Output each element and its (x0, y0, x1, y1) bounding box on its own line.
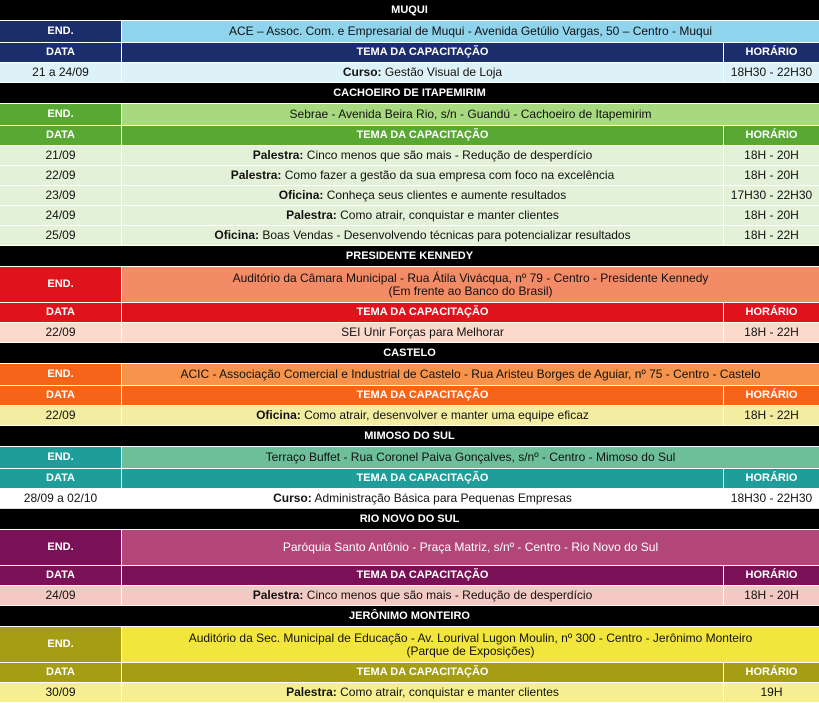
horario-header: HORÁRIO (724, 663, 819, 682)
date-cell: 22/09 (0, 406, 122, 425)
tema-header: TEMA DA CAPACITAÇÃO (122, 43, 724, 62)
activity-type: Palestra: (230, 168, 282, 182)
data-header: DATA (0, 469, 122, 488)
activity-type: Palestra: (252, 588, 304, 602)
end-label: END. (0, 364, 122, 385)
activity-type: Palestra: (286, 685, 337, 699)
activity-topic: Conheça seus clientes e aumente resultados (323, 188, 567, 202)
end-label: END. (0, 447, 122, 468)
topic-cell (122, 166, 724, 185)
time-cell: 18H - 20H (744, 168, 799, 182)
topic-cell (122, 323, 724, 342)
address-cell (122, 447, 819, 468)
activity-topic: Como atrair, conquistar e manter clientes (336, 685, 559, 699)
time-cell: 18H30 - 22H30 (730, 491, 813, 505)
time-cell: 18H - 22H (744, 408, 799, 422)
activity-topic: Como atrair, desenvolver e manter uma equipe eficaz (300, 408, 589, 422)
address-text: Terraço Buffet - Rua Coronel Paiva Gonçalves, s/nº - Centro - Mimoso do Sul (265, 450, 676, 464)
date-cell: 23/09 (0, 186, 122, 205)
date-cell: 21 a 24/09 (0, 63, 122, 82)
activity-topic: SEI Unir Forças para Melhorar (341, 325, 504, 339)
address-note: (Parque de Exposições) (406, 643, 535, 658)
time-cell: 19H (760, 685, 783, 699)
data-header: DATA (0, 303, 122, 322)
activity-type: Oficina: (278, 188, 324, 202)
schedule-row (0, 406, 819, 426)
activity-topic: Como atrair, conquistar e manter clientes (336, 208, 559, 222)
address-cell (122, 104, 819, 125)
data-header: DATA (0, 663, 122, 682)
date-cell: 22/09 (0, 323, 122, 342)
tema-header: TEMA DA CAPACITAÇÃO (122, 469, 724, 488)
topic-cell (122, 586, 724, 605)
address-note: (Em frente ao Banco do Brasil) (388, 283, 553, 298)
address-cell (122, 530, 819, 565)
topic-cell (122, 146, 724, 165)
topic-cell (122, 683, 724, 702)
topic-cell (122, 63, 724, 82)
time-cell: 18H - 20H (744, 588, 799, 602)
tema-header: TEMA DA CAPACITAÇÃO (122, 126, 724, 145)
section-title: CASTELO (0, 343, 819, 363)
horario-header: HORÁRIO (724, 469, 819, 488)
topic-cell (122, 206, 724, 225)
section-title: PRESIDENTE KENNEDY (0, 246, 819, 266)
address-text: Paróquia Santo Antônio - Praça Matriz, s/nº - Centro - Rio Novo do Sul (282, 540, 659, 554)
activity-topic: Gestão Visual de Loja (381, 65, 503, 79)
tema-header: TEMA DA CAPACITAÇÃO (122, 386, 724, 405)
section-title: CACHOEIRO DE ITAPEMIRIM (0, 83, 819, 103)
activity-type: Palestra: (252, 148, 304, 162)
date-cell: 24/09 (0, 586, 122, 605)
date-cell: 28/09 a 02/10 (0, 489, 122, 508)
section-title: JERÔNIMO MONTEIRO (0, 606, 819, 626)
schedule-row (0, 206, 819, 226)
schedule-row (0, 226, 819, 246)
section-title: MIMOSO DO SUL (0, 426, 819, 446)
end-label: END. (0, 530, 122, 565)
address-text: ACIC - Associação Comercial e Industrial de Castelo - Rua Aristeu Borges de Aguiar, nº 75 - Centro - Castelo (180, 367, 761, 381)
data-header: DATA (0, 126, 122, 145)
time-cell: 17H30 - 22H30 (730, 188, 813, 202)
horario-header: HORÁRIO (724, 126, 819, 145)
schedule-row (0, 323, 819, 343)
schedule-row (0, 146, 819, 166)
address-cell (122, 627, 819, 662)
topic-cell (122, 489, 724, 508)
date-cell: 24/09 (0, 206, 122, 225)
data-header: DATA (0, 386, 122, 405)
horario-header: HORÁRIO (724, 303, 819, 322)
time-cell: 18H30 - 22H30 (730, 65, 813, 79)
activity-topic: Administração Básica para Pequenas Empresas (311, 491, 572, 505)
tema-header: TEMA DA CAPACITAÇÃO (122, 566, 724, 585)
date-cell: 25/09 (0, 226, 122, 245)
date-cell: 21/09 (0, 146, 122, 165)
activity-topic: Como fazer a gestão da sua empresa com foco na excelência (281, 168, 615, 182)
address-cell (122, 21, 819, 42)
topic-cell (122, 186, 724, 205)
date-cell: 30/09 (0, 683, 122, 702)
date-cell: 22/09 (0, 166, 122, 185)
topic-cell (122, 226, 724, 245)
end-label: END. (0, 104, 122, 125)
address-text: Auditório da Sec. Municipal de Educação - Av. Lourival Lugon Moulin, nº 300 - Centro - Jerônimo Monteiro (188, 630, 753, 645)
activity-topic: Boas Vendas - Desenvolvendo técnicas para potencializar resultados (259, 228, 631, 242)
section-title: MUQUI (0, 0, 819, 20)
schedule-row (0, 586, 819, 606)
time-cell: 18H - 20H (744, 148, 799, 162)
schedule-row (0, 683, 819, 703)
activity-type: Oficina: (214, 228, 260, 242)
horario-header: HORÁRIO (724, 386, 819, 405)
time-cell: 18H - 22H (744, 325, 799, 339)
activity-topic: Cinco menos que são mais - Redução de desperdício (303, 588, 593, 602)
schedule-row (0, 489, 819, 509)
schedule-row (0, 166, 819, 186)
address-text: Sebrae - Avenida Beira Rio, s/n - Guandú - Cachoeiro de Itapemirim (289, 107, 652, 121)
data-header: DATA (0, 566, 122, 585)
horario-header: HORÁRIO (724, 566, 819, 585)
time-cell: 18H - 22H (744, 228, 799, 242)
data-header: DATA (0, 43, 122, 62)
schedule-row (0, 186, 819, 206)
end-label: END. (0, 627, 122, 662)
address-cell (122, 364, 819, 385)
time-cell: 18H - 20H (744, 208, 799, 222)
topic-cell (122, 406, 724, 425)
address-cell (122, 267, 819, 302)
activity-topic: Cinco menos que são mais - Redução de desperdício (303, 148, 593, 162)
activity-type: Curso: (273, 491, 312, 505)
schedule-row (0, 63, 819, 83)
tema-header: TEMA DA CAPACITAÇÃO (122, 303, 724, 322)
end-label: END. (0, 21, 122, 42)
horario-header: HORÁRIO (724, 43, 819, 62)
activity-type: Palestra: (286, 208, 337, 222)
address-text: ACE – Assoc. Com. e Empresarial de Muqui - Avenida Getúlio Vargas, 50 – Centro - Muqui (228, 24, 713, 38)
section-title: RIO NOVO DO SUL (0, 509, 819, 529)
tema-header: TEMA DA CAPACITAÇÃO (122, 663, 724, 682)
address-text: Auditório da Câmara Municipal - Rua Átila Vivácqua, nº 79 - Centro - Presidente Kennedy (232, 270, 709, 285)
activity-type: Curso: (342, 65, 382, 79)
end-label: END. (0, 267, 122, 302)
activity-type: Oficina: (256, 408, 301, 422)
